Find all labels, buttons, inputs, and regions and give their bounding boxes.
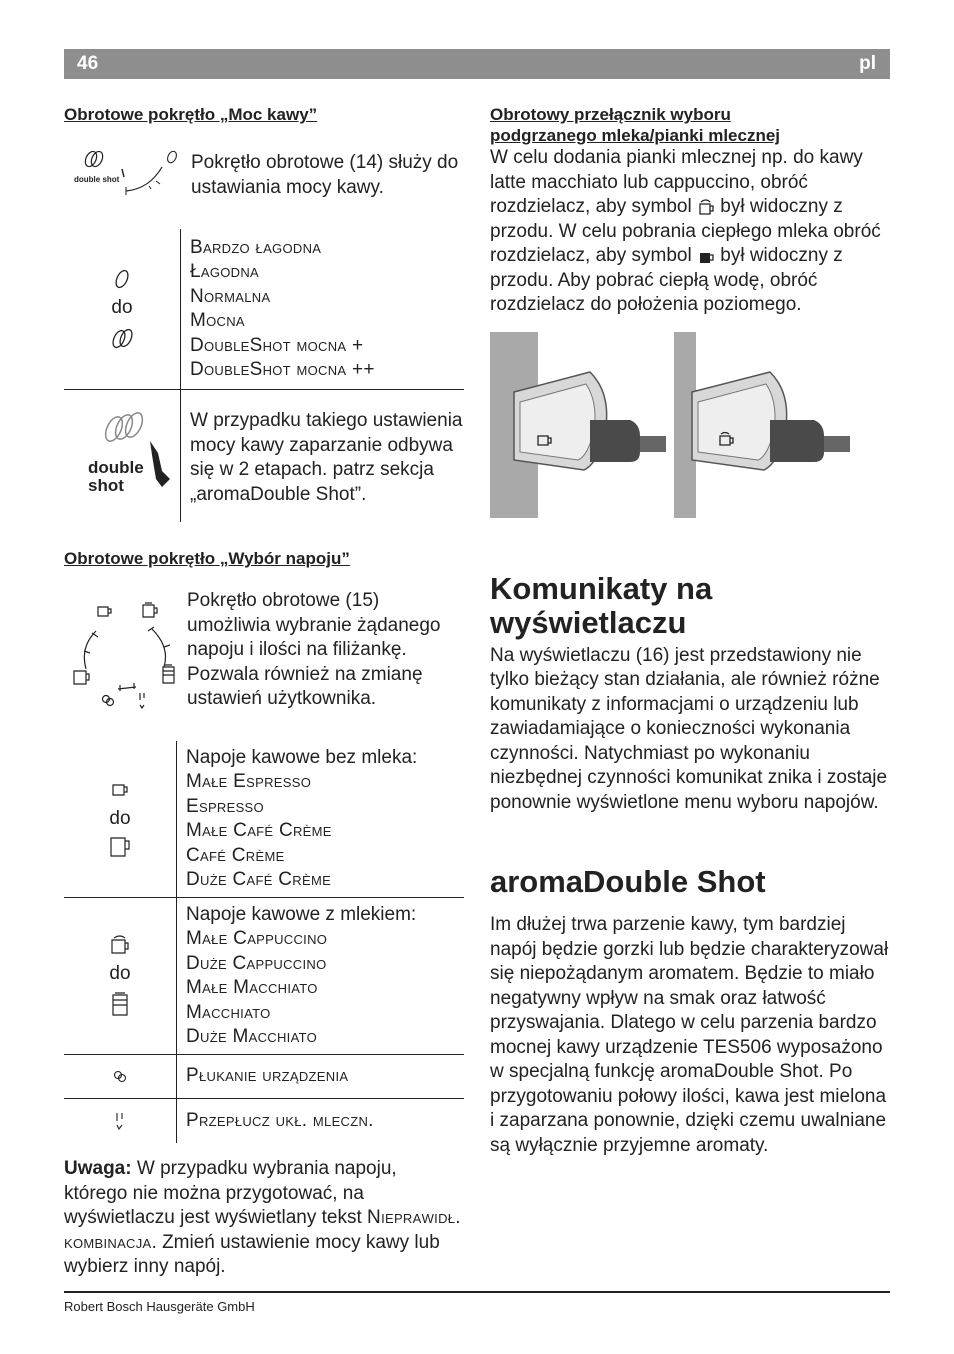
range-do-label: do: [109, 963, 131, 984]
table-row: [64, 390, 464, 523]
display-messages-text: Na wyświetlaczu (16) jest przedstawiony nie tylko bieżący stan działania, ale również różne komunikaty z informacjami o urządzeniu lub zawiadamiające o konieczności wykonania czynności. Natychmiast po wykonaniu niezbędnej czynności komunikat znika i zostaje ponownie wyświetlone menu wyboru napojów.: [490, 644, 888, 813]
milk-selector-text: W celu dodania pianki mlecznej np. do kawy latte macchiato lub cappuccino, obróć rozdzielacz, aby symbol był widoczny z przodu. W celu pobrania ciepłego mleka obróć rozdzielacz, aby symbol był widoczny z przodu. Aby pobrać ciepłą wodę, obróć rozdzielacz do położenia poziomego.: [490, 147, 881, 315]
flush-label: Przepłucz ukł. mleczn.: [186, 1109, 374, 1131]
aroma-double-shot-text: Im dłużej trwa parzenie kawy, tym bardziej napój będzie gorzki lub będzie charakteryzował się niepożądanym aromatem. Będzie to miało negatywny wpływ na smak oraz łatwość przyswajania. Dlatego w celu parzenia bardzo mocnej kawy urządzenie TES506 wyposażono w specjalną funkcję aromaDouble Shot. Po przygotowaniu połowy ilości, kawa jest mielona i zaparzana ponownie, dzięki czemu uwalniane są wyłącznie przyjemne aromaty.: [490, 914, 889, 1156]
strength-item: Łagodna: [190, 261, 260, 282]
strength-item: Mocna: [190, 310, 245, 331]
right-column: [490, 104, 892, 1158]
note-code: Nieprawidł. kombinacja: [64, 1207, 461, 1253]
double-bean-icon: [108, 325, 136, 351]
beverage-item: Duże Macchiato: [186, 1026, 317, 1047]
beverage-dial-icon: [66, 595, 184, 715]
no-milk-heading: Napoje kawowe bez mleka:: [186, 746, 418, 768]
nozzle-photos: [490, 332, 892, 518]
cappuccino-cup-icon: [109, 934, 131, 956]
left-column: [64, 104, 464, 1280]
double-shot-text: W przypadku takiego ustawienia mocy kawy zaparzanie odbywa się w 2 etapach. patrz sekcja „aromaDouble Shot”.: [190, 410, 463, 505]
beverage-item: Duże Cappuccino: [186, 952, 327, 974]
dial-double-label: double shot: [74, 175, 120, 184]
beverage-item: Macchiato: [186, 1001, 271, 1023]
strength-item: DoubleShot mocna +: [190, 334, 364, 356]
table-row: [64, 229, 464, 390]
section-title-beverage: Obrotowe pokrętło „Wybór napoju”: [64, 549, 350, 568]
note-paragraph: [64, 1157, 464, 1280]
note-label: Uwaga:: [64, 1158, 132, 1179]
double-label-line2: shot: [88, 476, 124, 495]
beverage-item: Café Crème: [186, 844, 285, 866]
macchiato-glass-icon: [110, 991, 130, 1019]
beverage-dial-row: [64, 590, 464, 745]
beverage-item: Małe Cappuccino: [186, 928, 328, 949]
note-text-1: W przypadku wybrania napoju, którego nie można przygotować, na wyświetlaczu jest wyświetlany tekst: [64, 1158, 397, 1228]
strength-table: [64, 229, 464, 522]
strength-item: Normalna: [190, 285, 271, 307]
nozzle-photo-right: [674, 332, 850, 518]
table-row: [64, 1099, 464, 1144]
footer-company: Robert Bosch Hausgeräte GmbH: [64, 1299, 255, 1314]
beverage-table: [64, 741, 464, 1143]
table-row: [64, 741, 464, 898]
beverage-item: Duże Café Crème: [186, 869, 332, 890]
strength-item: Bardzo łagodna: [190, 236, 322, 258]
range-do-label: do: [109, 807, 131, 829]
beverage-item: Małe Espresso: [186, 771, 312, 792]
page-header: [64, 49, 890, 79]
heading-display-messages: Komunikaty na wyświetlaczu: [490, 570, 713, 640]
section-title-milk-selector: Obrotowy przełącznik wyboru podgrzanego mleka/pianki mlecznej: [490, 105, 781, 145]
range-do-label: do: [111, 297, 133, 318]
rinse-label: Płukanie urządzenia: [177, 1055, 465, 1099]
milk-foam-cup-icon: [697, 198, 715, 216]
page-number: 46: [77, 53, 99, 74]
strength-dial-row: [64, 151, 464, 211]
beverage-item: Małe Café Crème: [186, 820, 332, 841]
table-row: [64, 1055, 464, 1099]
milk-flush-icon: [114, 1111, 126, 1131]
hot-milk-cup-icon: [697, 247, 715, 265]
beverage-dial-text: Pokrętło obrotowe (15) umożliwia wybranie żądanego napoju i ilości na filiżankę. Pozwala również na zmianę ustawień użytkownika.: [187, 590, 441, 709]
strength-item: DoubleShot mocna ++: [190, 359, 375, 380]
strength-dial-text: Pokrętło obrotowe (14) służy do ustawiania mocy kawy.: [191, 152, 459, 198]
strength-dial-icon: [64, 145, 182, 205]
double-shot-icon: [72, 407, 172, 505]
single-bean-icon: [112, 267, 132, 291]
rinse-icon: [112, 1069, 128, 1083]
section-title-strength: Obrotowe pokrętło „Moc kawy”: [64, 105, 318, 124]
footer-divider: [64, 1291, 890, 1293]
double-label-line1: double: [88, 458, 144, 477]
nozzle-photo-left: [490, 332, 666, 518]
beverage-item: Małe Macchiato: [186, 977, 318, 998]
language-code: pl: [859, 53, 876, 74]
heading-aroma-double-shot: aromaDouble Shot: [490, 864, 766, 899]
note-text-2: . Zmień ustawienie mocy kawy lub wybierz inny napój.: [64, 1231, 440, 1277]
milk-heading: Napoje kawowe z mlekiem:: [186, 903, 417, 925]
small-cup-icon: [110, 781, 130, 799]
table-row: [64, 898, 464, 1055]
large-cup-icon: [108, 835, 132, 859]
beverage-item: Espresso: [186, 795, 264, 817]
